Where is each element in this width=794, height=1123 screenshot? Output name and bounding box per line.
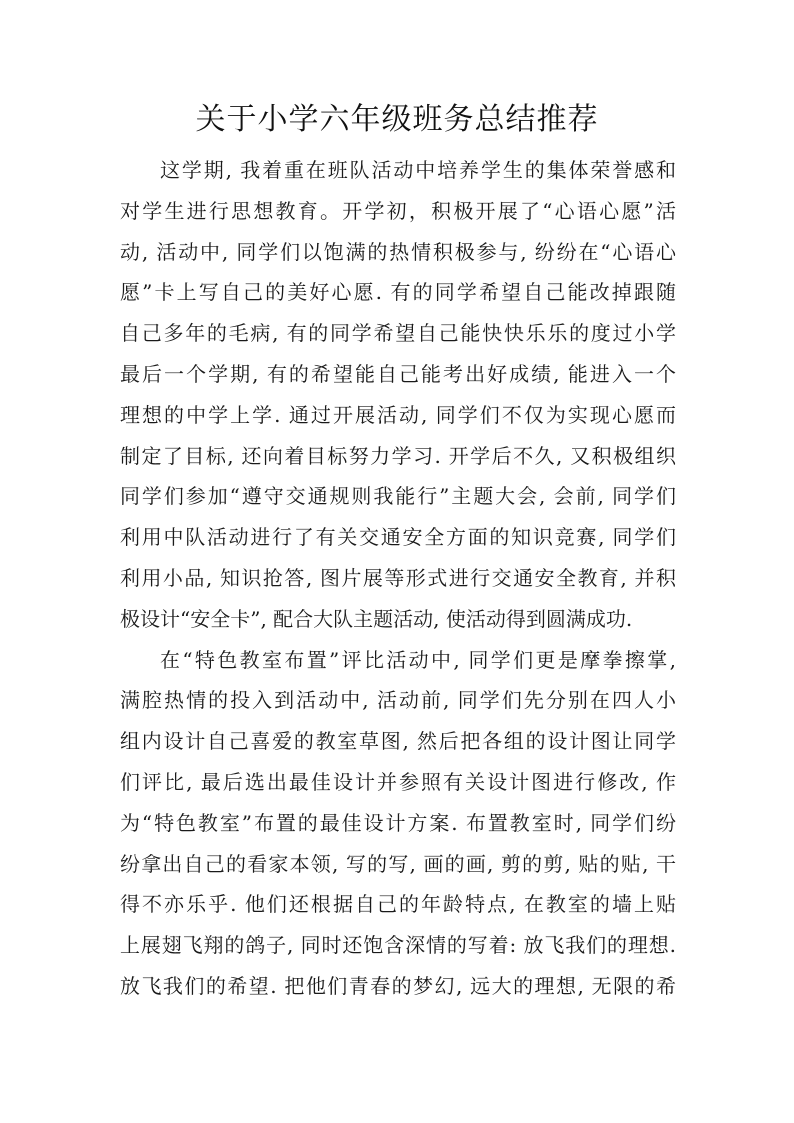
text-line: 同学们参加“遵守交通规则我能行”主题大会, 会前, 同学们: [120, 484, 676, 509]
text-line: 制定了目标, 还向着目标努力学习. 开学后不久, 又积极组织: [120, 443, 676, 468]
text-line: 对学生进行思想教育。开学初，积极开展了“心语心愿”活: [120, 198, 676, 223]
text-line: 极设计“安全卡”, 配合大队主题活动, 使活动得到圆满成功.: [120, 606, 633, 631]
paragraph-2: [120, 640, 676, 1007]
text-line: 这学期, 我着重在班队活动中培养学生的集体荣誉感和: [160, 158, 676, 182]
text-line: 自己多年的毛病, 有的同学希望自己能快快乐乐的度过小学: [120, 321, 676, 346]
text-line: 利用小品, 知识抢答, 图片展等形式进行交通安全教育, 并积: [120, 565, 676, 590]
text-line: 得不亦乐乎. 他们还根据自己的年龄特点, 在教室的墙上贴: [120, 892, 676, 917]
text-line: 组内设计自己喜爱的教室草图, 然后把各组的设计图让同学: [120, 729, 676, 754]
text-line: 放飞我们的希望. 把他们青春的梦幻, 远大的理想, 无限的希: [120, 973, 676, 998]
text-line: 满腔热情的投入到活动中, 活动前, 同学们先分别在四人小: [120, 688, 676, 713]
text-line: 愿”卡上写自己的美好心愿. 有的同学希望自己能改掉跟随: [120, 280, 676, 305]
document-body: [120, 150, 676, 1007]
text-line: 上展翅飞翔的鸽子, 同时还饱含深情的写着: 放飞我们的理想.: [120, 933, 676, 958]
document-title: 关于小学六年级班务总结推荐: [195, 102, 599, 137]
paragraph-1: [120, 150, 676, 640]
text-line: 动, 活动中, 同学们以饱满的热情积极参与, 纷纷在“心语心: [120, 239, 676, 264]
text-line: 利用中队活动进行了有关交通安全方面的知识竞赛, 同学们: [120, 525, 676, 550]
text-line: 最后一个学期, 有的希望能自己能考出好成绩, 能进入一个: [120, 361, 676, 386]
text-line: 纷拿出自己的看家本领, 写的写, 画的画, 剪的剪, 贴的贴, 干: [120, 851, 676, 876]
text-line: 为“特色教室”布置的最佳设计方案. 布置教室时, 同学们纷: [120, 810, 676, 835]
text-line: 们评比, 最后选出最佳设计并参照有关设计图进行修改, 作: [120, 769, 676, 794]
text-line: 在“特色教室布置”评比活动中, 同学们更是摩拳擦掌,: [160, 647, 676, 672]
text-line: 理想的中学上学. 通过开展活动, 同学们不仅为实现心愿而: [120, 402, 676, 427]
